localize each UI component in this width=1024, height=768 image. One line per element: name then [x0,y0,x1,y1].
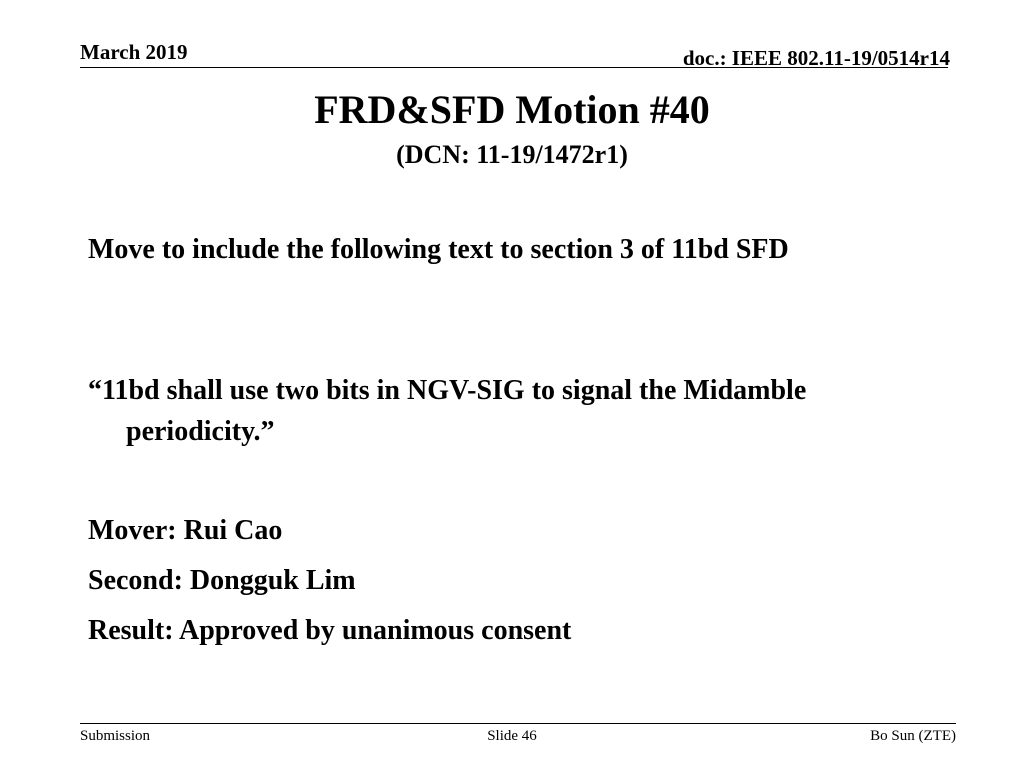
motion-quote: “11bd shall use two bits in NGV-SIG to signal the Midamble periodicity.” [88,375,807,447]
motion-text: Move to include the following text to section 3 of 11bd SFD [88,234,789,265]
mover: Mover: Rui Cao [88,515,283,546]
footer-author: Bo Sun (ZTE) [870,728,956,744]
second: Second: Dongguk Lim [88,565,356,596]
slide-subtitle: (DCN: 11-19/1472r1) [396,140,628,169]
header-divider [80,67,948,68]
footer-slide-number: Slide 46 [487,728,537,744]
result: Result: Approved by unanimous consent [88,615,572,646]
header-doc-number: doc.: IEEE 802.11-19/0514r14 [682,46,950,70]
header-date: March 2019 [80,40,188,64]
footer-divider [80,723,956,724]
slide-title: FRD&SFD Motion #40 [314,87,710,132]
footer-submission: Submission [80,728,151,744]
